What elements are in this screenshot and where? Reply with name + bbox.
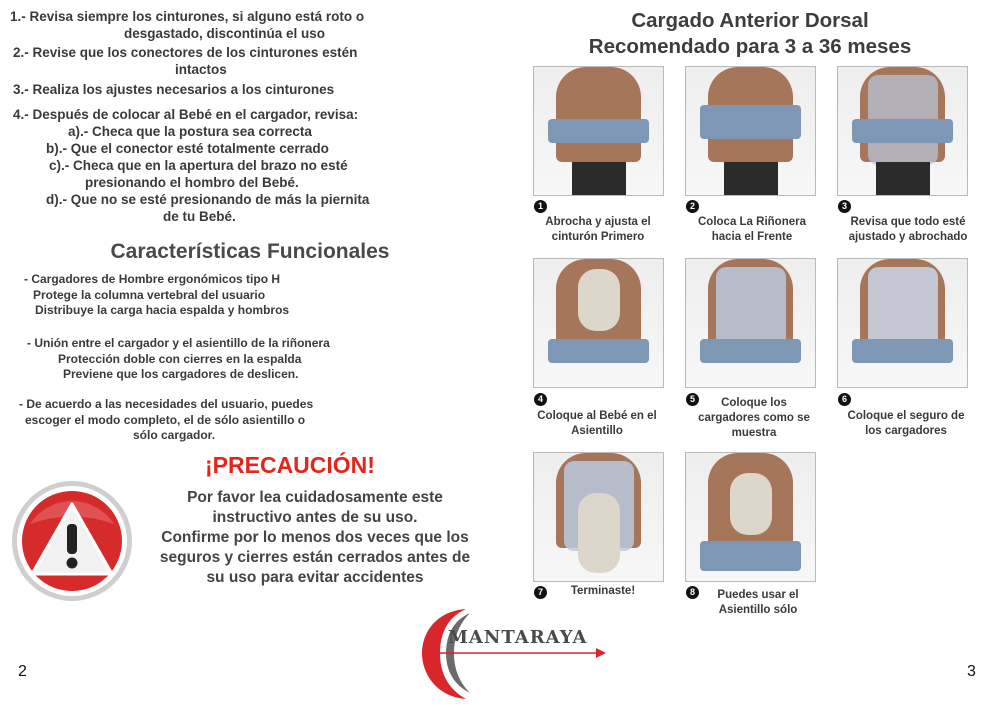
- step-6-number: 6: [838, 393, 851, 406]
- step-2-caption: Coloca La Riñonera hacia el Frente: [698, 216, 806, 243]
- step-8-number: 8: [686, 586, 699, 599]
- step-2-number: 2: [686, 200, 699, 213]
- checklist-item-4: 4.- Después de colocar al Bebé en el cargador, revisa: a).- Checa que la postura sea correcta b).- Que el conector esté totalmente cerrado c).- Checa que en la apertura del brazo no esté presionando el hombro del Bebé. d).- Que no se esté presionando de más la piernita de tu Bebé.: [13, 107, 370, 224]
- logo-emblem-icon: [418, 603, 608, 703]
- feature-item-2: - Unión entre el cargador y el asientillo de la riñonera Protección doble con cierres en la espalda Previene que los cargadores de deslicen.: [27, 336, 330, 381]
- warning-exclamation-icon: [10, 479, 135, 604]
- step-1-number: 1: [534, 200, 547, 213]
- step-4-caption: Coloque al Bebé en el Asientillo: [537, 410, 657, 437]
- step-4-photo: [533, 258, 664, 388]
- step-5-number: 5: [686, 393, 699, 406]
- step-3-number: 3: [838, 200, 851, 213]
- step-1-caption: Abrocha y ajusta el cinturón Primero: [545, 216, 651, 243]
- precaution-text: Por favor lea cuidadosamente este instructivo antes de su uso. Confirme por lo menos dos veces que los seguros y cierres están cerrados antes de su uso para evitar accidentes: [159, 489, 471, 586]
- step-8-photo: [685, 452, 816, 582]
- page-number-left: 2: [18, 663, 27, 680]
- step-7-caption: Terminaste!: [570, 585, 636, 597]
- step-4-number: 4: [534, 393, 547, 406]
- precaution-title: ¡PRECAUCIÓN!: [205, 452, 375, 478]
- step-8-caption: Puedes usar el Asientillo sólo: [717, 589, 799, 616]
- step-7-photo: [533, 452, 664, 582]
- step-5-photo: [685, 258, 816, 388]
- step-1-photo: [533, 66, 664, 196]
- checklist-item-2: 2.- Revise que los conectores de los cinturones estén intactos: [13, 45, 358, 77]
- feature-item-3: - De acuerdo a las necesidades del usuario, puedes escoger el modo completo, el de sólo asientillo o sólo cargador.: [19, 397, 314, 442]
- page-number-right: 3: [967, 663, 976, 680]
- checklist-item-3: 3.- Realiza los ajustes necesarios a los cinturones: [13, 82, 335, 97]
- step-6-caption: Coloque el seguro de los cargadores: [847, 410, 965, 437]
- mantaraya-logo: [418, 603, 608, 703]
- checklist-item-1: 1.- Revisa siempre los cinturones, si alguno está roto o desgastado, discontinúa el uso: [10, 9, 365, 41]
- right-page-title: Cargado Anterior Dorsal Recomendado para 3 a 36 meses: [588, 9, 912, 58]
- feature-item-1: - Cargadores de Hombre ergonómicos tipo H Protege la columna vertebral del usuario Distribuye la carga hacia espalda y hombros: [24, 272, 290, 317]
- step-3-photo: [837, 66, 968, 196]
- step-5-caption: Coloque los cargadores como se muestra: [698, 397, 810, 439]
- features-title: Características Funcionales: [110, 240, 390, 263]
- step-7-number: 7: [534, 586, 547, 599]
- step-2-photo: [685, 66, 816, 196]
- step-6-photo: [837, 258, 968, 388]
- logo-text: MANTARAYA: [448, 627, 588, 648]
- step-3-caption: Revisa que todo esté ajustado y abrochado: [848, 216, 968, 243]
